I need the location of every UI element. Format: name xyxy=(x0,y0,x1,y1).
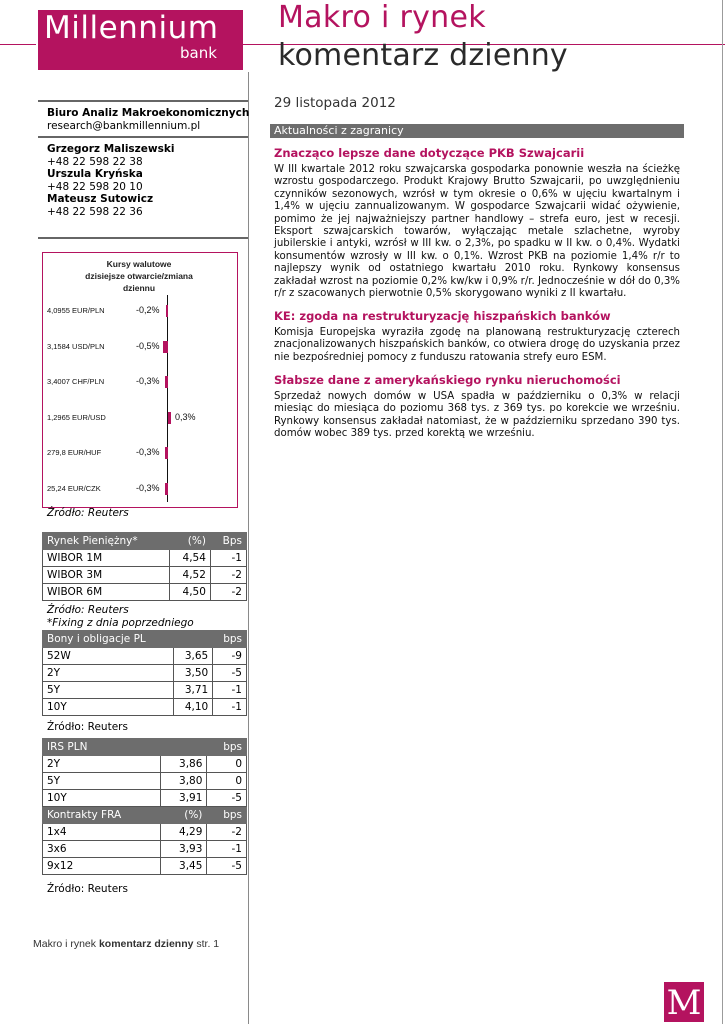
money-market-source: Źródło: Reuters xyxy=(47,604,129,616)
table-cell: 5Y xyxy=(43,773,161,790)
chart-title-line: Kursy walutowe xyxy=(106,259,172,269)
article-body: Komisja Europejska wyraziła zgodę na planowaną restrukturyzację czterech znacjonalizowanych hiszpańskich banków, co otwiera drogę do uzyskania przez nie bezpośredniej pomocy z funduszu ratowania strefy euro ESM. xyxy=(274,327,680,363)
table-cell: 3,80 xyxy=(161,773,207,790)
brand-name: Millennium xyxy=(44,10,219,46)
contact-phone: +48 22 598 20 10 xyxy=(47,180,143,193)
table-cell: 3,93 xyxy=(161,841,207,858)
table-cell: -5 xyxy=(207,790,247,807)
bonds-source: Źródło: Reuters xyxy=(47,721,128,733)
header-title-main: komentarz dzienny xyxy=(278,38,568,73)
chart-title-line: dzisiejsze otwarcie/zmiana xyxy=(85,271,193,281)
article-title: Znacząco lepsze dane dotyczące PKB Szwajcarii xyxy=(274,146,585,160)
table-cell: 4,50 xyxy=(169,584,210,601)
chart-bar xyxy=(168,412,171,424)
brand-sub: bank xyxy=(180,44,217,62)
column-divider xyxy=(248,72,249,1024)
table-header-cell xyxy=(161,739,207,756)
article-title: Słabsze dane z amerykańskiego rynku nieruchomości xyxy=(274,373,621,387)
chart-axis xyxy=(167,295,168,502)
chart-source: Źródło: Reuters xyxy=(47,507,129,519)
table-cell: -1 xyxy=(210,550,246,567)
table-header-cell: (%) xyxy=(161,807,207,824)
table-cell: 3,50 xyxy=(173,665,212,682)
bonds-table xyxy=(42,630,247,716)
table-header-row xyxy=(43,533,247,550)
header-rule-left xyxy=(0,44,36,45)
irs-table xyxy=(42,738,247,875)
chart-value-label: -0,3% xyxy=(136,447,160,457)
sidebar-rule-bottom xyxy=(38,237,248,239)
table-cell: 5Y xyxy=(43,682,174,699)
table-cell: 10Y xyxy=(43,790,161,807)
table-row xyxy=(43,550,247,567)
table-row xyxy=(43,790,247,807)
contact-name: Mateusz Sutowicz xyxy=(47,193,154,205)
fra-source: Źródło: Reuters xyxy=(47,883,128,895)
table-header-cell: Kontrakty FRA xyxy=(43,807,161,824)
table-row xyxy=(43,567,247,584)
table-cell: -1 xyxy=(207,841,247,858)
table-header-row xyxy=(43,739,247,756)
table-header-cell: bps xyxy=(213,631,247,648)
table-header-cell: bps xyxy=(207,807,247,824)
table-cell: -2 xyxy=(207,824,247,841)
chart-value-label: 0,3% xyxy=(175,411,196,422)
chart-value-label: -0,5% xyxy=(136,340,160,351)
footer-prefix: Makro i rynek xyxy=(33,938,99,950)
table-cell: 10Y xyxy=(43,699,174,716)
table-cell: -5 xyxy=(213,665,247,682)
table-row xyxy=(43,699,247,716)
footer-bold: komentarz dzienny xyxy=(98,938,194,950)
table-header-cell: IRS PLN xyxy=(43,739,161,756)
money-market-table xyxy=(42,532,247,601)
chart-title-line: dziennu xyxy=(122,283,156,293)
article-body: W III kwartale 2012 roku szwajcarska gospodarka ponownie weszła na ścieżkę wzrostu gospodarczego. Produkt Krajowy Brutto Szwajcarii, po uwzględnieniu czynników sezonowych, wzrósł w tym okresie o 0,6% w ujęciu kwartalnym i 1,4% w ujęciu zannualizowanym. W gospodarce Szwajcarii widać ożywienie, pomimo że jej najważniejszy partner handlowy – strefa euro, jest w recesji. Eksport szwajcarskich towarów, wyłączając metale szlachetne, wyroby jubilerskie i antyki, wzrósł w III kw. o 2,3%, po spadku w II kw. o 0,4%. Wydatki konsumentów wzrosły w III kw. o 0,1%. Wzrost PKB na poziomie 1,4% r/r to najlepszy wynik od ostatniego kwartału 2010 roku. Rynkowy konsensus zakładał wzrost na poziomie 0,2% kw/kw i 0,9% r/r. Jednocześnie w dół do 0,3% r/r z szacowanych pierwotnie 0,5% skorygowano wyniki z II kwartału. xyxy=(274,164,680,300)
chart-bar xyxy=(165,376,168,388)
table-header-cell: Bony i obligacje PL xyxy=(43,631,174,648)
contact-name: Urszula Kryńska xyxy=(47,168,143,180)
table-cell: WIBOR 1M xyxy=(43,550,170,567)
table-cell: 3,45 xyxy=(161,858,207,875)
table-cell: -2 xyxy=(210,584,246,601)
chart-category-label: 3,1584 USD/PLN xyxy=(47,341,105,351)
table-header-cell xyxy=(173,631,212,648)
article-body: Sprzedaż nowych domów w USA spadła w październiku o 0,3% w relacji miesiąc do miesiąca do poziomu 368 tys. z 369 tys. po korekcie we wrześniu. Rynkowy konsensus zakładał natomiast, że w październiku sprzedano 390 tys. domów wobec 389 tys. przed korektą we wrześniu. xyxy=(274,391,680,440)
chart-value-label: -0,2% xyxy=(136,305,160,315)
corner-logo: M xyxy=(664,982,704,1022)
chart-value-label: -0,3% xyxy=(136,376,160,386)
table-cell: 3,65 xyxy=(173,648,212,665)
table-cell: WIBOR 3M xyxy=(43,567,170,584)
table-row xyxy=(43,584,247,601)
table-cell: 4,52 xyxy=(169,567,210,584)
page-footer xyxy=(33,938,219,950)
table-cell: 9x12 xyxy=(43,858,161,875)
table-cell: WIBOR 6M xyxy=(43,584,170,601)
contact-block xyxy=(47,107,249,132)
chart-bar xyxy=(165,483,168,495)
table-row xyxy=(43,824,247,841)
table-header-cell: Bps xyxy=(210,533,246,550)
table-cell: 3x6 xyxy=(43,841,161,858)
chart-bar xyxy=(166,305,168,317)
chart-category-label: 4,0955 EUR/PLN xyxy=(47,306,105,315)
table-cell: 2Y xyxy=(43,665,174,682)
page-edge-rule xyxy=(722,0,723,1024)
table-cell: -5 xyxy=(207,858,247,875)
table-row xyxy=(43,682,247,699)
chart-bar xyxy=(163,341,168,353)
table-cell: 4,54 xyxy=(169,550,210,567)
chart-category-label: 279,8 EUR/HUF xyxy=(47,448,102,457)
table-header-cell: bps xyxy=(207,739,247,756)
table-cell: 3,91 xyxy=(161,790,207,807)
contact-dept: Biuro Analiz Makroekonomicznych xyxy=(47,107,250,119)
table-cell: 1x4 xyxy=(43,824,161,841)
table-row xyxy=(43,841,247,858)
section-band: Aktualności z zagranicy xyxy=(270,124,684,138)
article-title: KE: zgoda na restrukturyzację hiszpańskich banków xyxy=(274,309,611,323)
table-row xyxy=(43,665,247,682)
contact-email[interactable]: research@bankmillennium.pl xyxy=(47,119,201,132)
table-cell: 0 xyxy=(207,756,247,773)
table-row xyxy=(43,858,247,875)
table-cell: -9 xyxy=(213,648,247,665)
header-title-top: Makro i rynek xyxy=(278,0,486,35)
table-cell: 3,71 xyxy=(173,682,212,699)
money-market-note: *Fixing z dnia poprzedniego xyxy=(47,617,194,629)
table-cell: -1 xyxy=(213,682,247,699)
table-cell: 52W xyxy=(43,648,174,665)
table-cell: -1 xyxy=(213,699,247,716)
table-row xyxy=(43,756,247,773)
table-cell: 3,86 xyxy=(161,756,207,773)
chart-value-label: -0,3% xyxy=(136,482,160,493)
chart-category-label: 3,4007 CHF/PLN xyxy=(47,377,105,386)
table-cell: 4,10 xyxy=(173,699,212,716)
contact-people xyxy=(47,143,174,218)
chart-bar xyxy=(165,447,168,459)
table-cell: 4,29 xyxy=(161,824,207,841)
table-header-cell: (%) xyxy=(169,533,210,550)
table-header-row xyxy=(43,631,247,648)
table-cell: -2 xyxy=(210,567,246,584)
footer-suffix: str. 1 xyxy=(193,938,220,950)
sidebar-rule xyxy=(38,136,248,138)
table-row xyxy=(43,773,247,790)
table-header-cell: Rynek Pieniężny* xyxy=(43,533,170,550)
contact-phone: +48 22 598 22 38 xyxy=(47,155,143,168)
contact-name: Grzegorz Maliszewski xyxy=(47,143,175,155)
table-cell: 2Y xyxy=(43,756,161,773)
contact-phone: +48 22 598 22 36 xyxy=(47,205,143,218)
table-cell: 0 xyxy=(207,773,247,790)
chart-category-label: 25,24 EUR/CZK xyxy=(47,483,101,493)
chart-category-label: 1,2965 EUR/USD xyxy=(47,412,106,422)
report-date: 29 listopada 2012 xyxy=(274,95,396,111)
sidebar-rule-top xyxy=(38,100,248,102)
table-row xyxy=(43,648,247,665)
table-header-row xyxy=(43,807,247,824)
chart-title xyxy=(42,258,236,294)
